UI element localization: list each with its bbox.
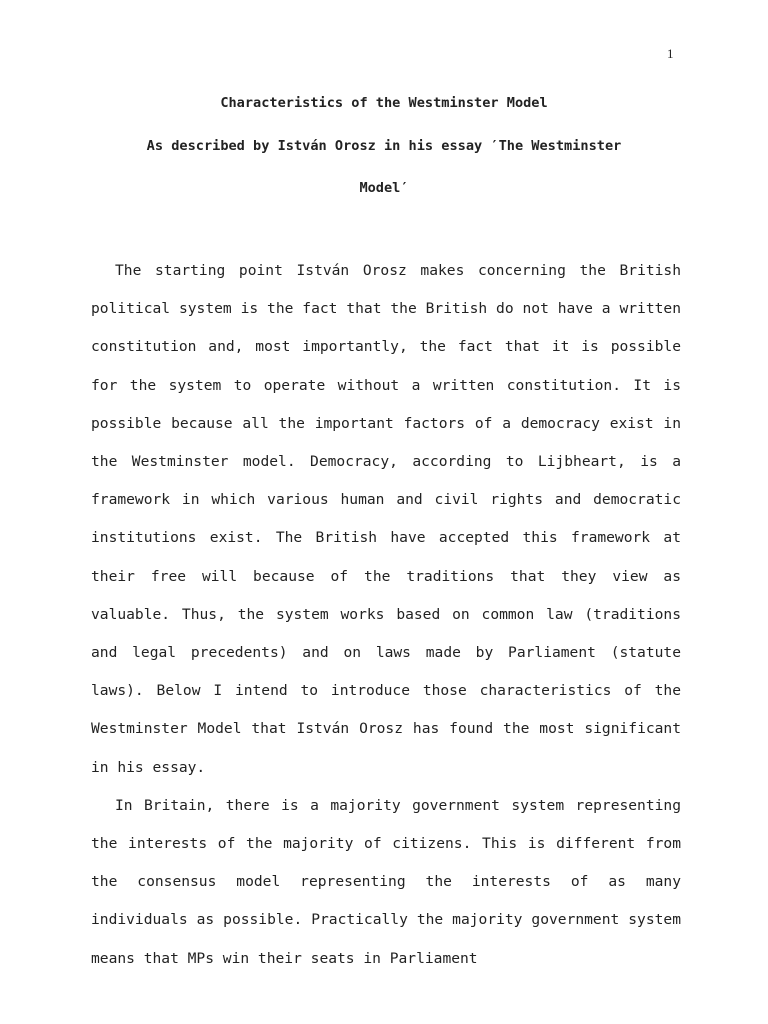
document-body [91,252,681,978]
page-number: 1 [667,46,674,61]
paragraph: In Britain, there is a majority government system representing the interests of the majority of citizens. This is different from the consensus model representing the interests of as many individuals as possible. Practically the majority government system means that MPs win their seats in Parliament [91,796,681,967]
title-line-2: As described by István Orosz in his essay ′The Westminster [146,138,622,154]
paragraph: The starting point István Orosz makes concerning the British political system is the fact that the British do not have a written constitution and, most importantly, the fact that it is possible for the system to operate without a written constitution. It is possible because all the important factors of a democracy exist in the Westminster model. Democracy, according to Lijbheart, is a framework in which various human and civil rights and democratic institutions exist. The British have accepted this framework at their free will because of the traditions that they view as valuable. Thus, the system works based on common law (traditions and legal precedents) and on laws made by Parliament (statute laws). Below I intend to introduce those characteristics of the Westminster Model that István Orosz has found the most significant in his essay. [91,262,681,776]
title-line-1: Characteristics of the Westminster Model [220,95,548,111]
title-line-3: Model′ [359,180,409,196]
